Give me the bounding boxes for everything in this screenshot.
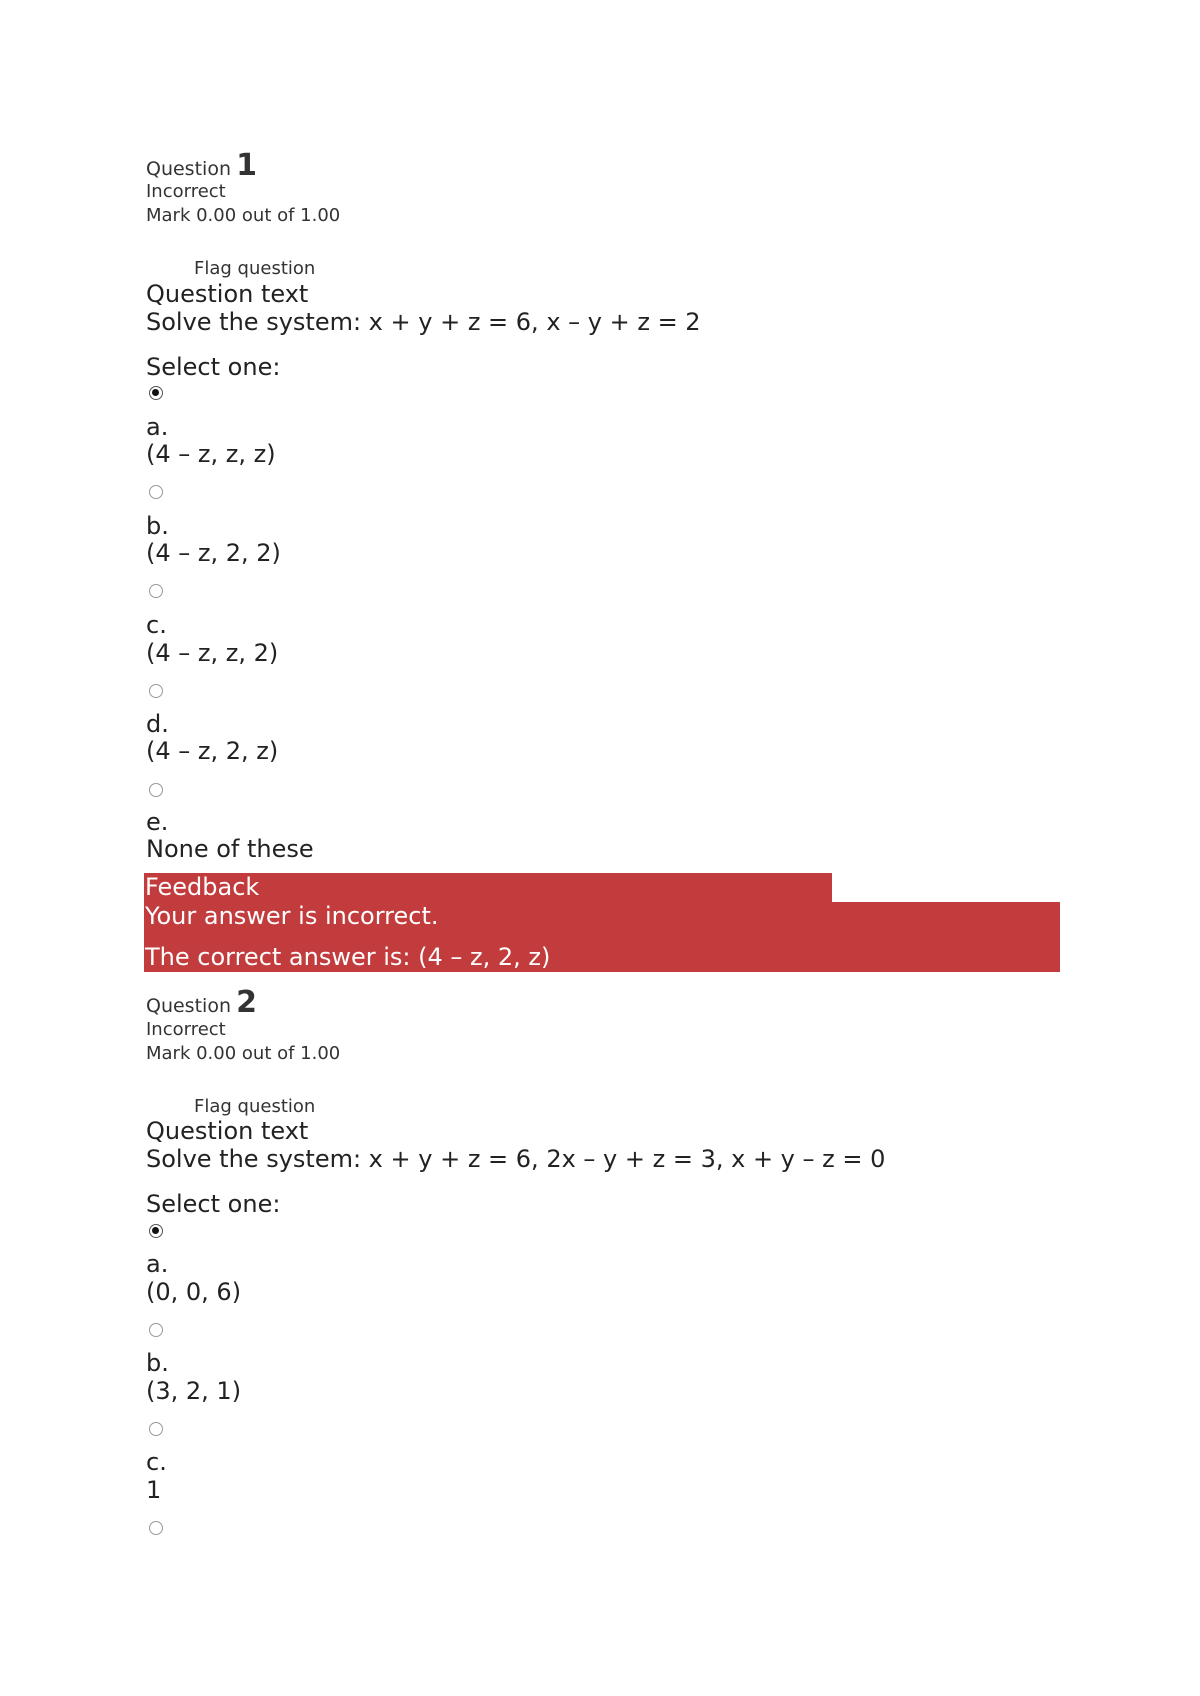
option-b-radio[interactable] [149,1323,163,1337]
option-d-radio[interactable] [149,684,163,698]
question-prompt: Solve the system: x + y + z = 6, x – y + z = 2 [146,308,701,336]
option-a-letter: a. [146,1250,169,1278]
flag-question-link[interactable]: Flag question [194,1096,316,1117]
option-e-text: None of these [146,835,314,863]
option-b-text: (3, 2, 1) [146,1377,242,1405]
option-d-text: (4 – z, 2, z) [146,737,279,765]
option-c-text: (4 – z, z, 2) [146,639,279,667]
option-a-letter: a. [146,413,169,441]
option-c-text: 1 [146,1476,162,1504]
option-a-text: (0, 0, 6) [146,1278,242,1306]
question-label: Question [146,158,231,180]
option-a-text: (4 – z, z, z) [146,440,276,468]
question-text-heading: Question text [146,280,309,308]
question-prompt: Solve the system: x + y + z = 6, 2x – y + z = 3, x + y – z = 0 [146,1145,886,1173]
option-a-radio[interactable] [149,386,163,400]
option-b-letter: b. [146,1349,169,1377]
question-mark: Mark 0.00 out of 1.00 [146,205,341,226]
select-one-label: Select one: [146,353,281,381]
option-b-radio[interactable] [149,485,163,499]
question-state: Incorrect [146,1019,226,1040]
option-d-radio[interactable] [149,1521,163,1535]
option-e-letter: e. [146,808,169,836]
question-label: Question [146,995,231,1017]
feedback-result: Your answer is incorrect. [145,902,439,930]
select-one-label: Select one: [146,1190,281,1218]
option-c-letter: c. [146,1448,167,1476]
option-b-letter: b. [146,512,169,540]
question-number: 2 [236,985,257,1020]
feedback-correct-answer: The correct answer is: (4 – z, 2, z) [145,943,551,971]
option-a-radio[interactable] [149,1224,163,1238]
option-e-radio[interactable] [149,783,163,797]
option-c-radio[interactable] [149,584,163,598]
option-d-letter: d. [146,710,169,738]
question-text-heading: Question text [146,1117,309,1145]
question-mark: Mark 0.00 out of 1.00 [146,1043,341,1064]
option-b-text: (4 – z, 2, 2) [146,539,281,567]
question-state: Incorrect [146,181,226,202]
question-number: 1 [236,148,257,183]
question-header [146,985,257,1020]
option-c-letter: c. [146,611,167,639]
flag-question-link[interactable]: Flag question [194,258,316,279]
option-c-radio[interactable] [149,1422,163,1436]
feedback-title: Feedback [145,873,260,901]
question-header [146,148,257,183]
